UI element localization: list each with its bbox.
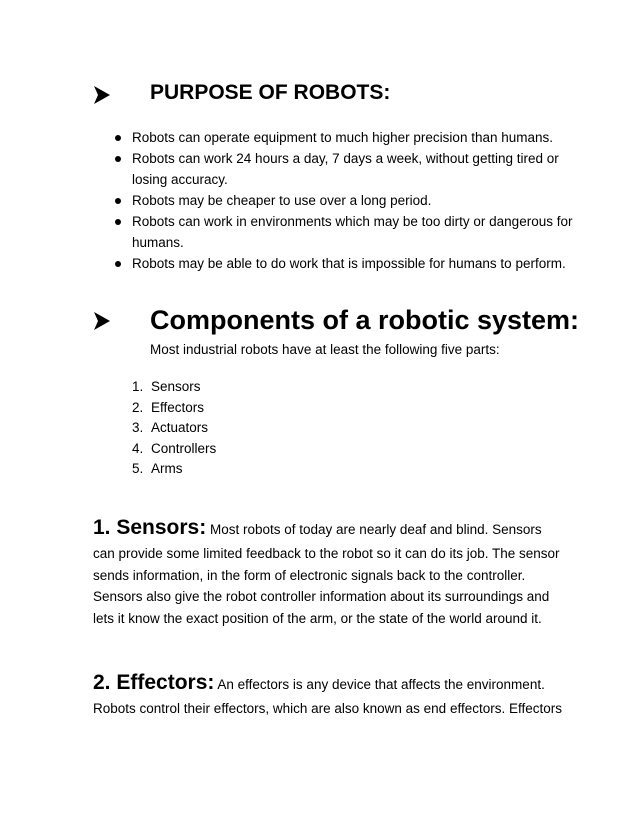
bullet-dot-icon	[115, 198, 121, 204]
bullet-dot-icon	[115, 156, 121, 162]
bullet-item	[0, 190, 638, 211]
list-item	[0, 418, 638, 439]
effectors-lead-text: An effectors is any device that affects the environment.	[217, 677, 545, 692]
bullet-dot-icon	[115, 261, 121, 267]
bullet-text: Robots can work 24 hours a day, 7 days a week, without getting tired or losing accuracy.	[132, 151, 559, 187]
sensors-body-text: can provide some limited feedback to the robot so it can do its job. The sensor sends information, in the form of electronic signals back to the controller. Sensors also give the robot controller information about its surroundings and lets it know the exact position of the arm, or the state of the world around it.	[93, 546, 560, 626]
list-number: 1.	[132, 379, 144, 394]
bullet-text: Robots may be able to do work that is impossible for humans to perform.	[132, 256, 566, 271]
purpose-heading: PURPOSE OF ROBOTS:	[150, 81, 391, 104]
components-heading-row	[0, 301, 638, 341]
list-number: 5.	[132, 461, 144, 476]
arrow-bullet-icon	[93, 311, 111, 331]
sensors-lead-text: Most robots of today are nearly deaf and blind. Sensors	[209, 522, 542, 537]
bullet-item	[0, 127, 638, 148]
list-label: Effectors	[151, 399, 205, 415]
purpose-bullet-list	[0, 127, 638, 274]
bullet-item	[0, 253, 638, 274]
effectors-section	[93, 668, 573, 720]
effectors-heading: 2. Effectors:	[93, 671, 215, 694]
bullet-text: Robots can work in environments which may be too dirty or dangerous for humans.	[132, 214, 573, 250]
bullet-text: Robots can operate equipment to much higher precision than humans.	[132, 130, 554, 145]
list-number: 4.	[132, 440, 144, 456]
bullet-dot-icon	[115, 219, 121, 225]
sensors-heading: 1. Sensors:	[93, 516, 207, 539]
list-number: 3.	[132, 420, 144, 435]
components-heading: Components of a robotic system:	[150, 305, 580, 335]
bullet-text: Robots may be cheaper to use over a long period.	[132, 193, 432, 208]
list-label: Actuators	[151, 420, 209, 435]
components-numbered-list	[0, 377, 638, 480]
bullet-item	[0, 148, 638, 190]
list-item	[0, 439, 638, 460]
list-label: Controllers	[151, 440, 217, 456]
bullet-item	[0, 211, 638, 253]
list-item	[0, 459, 638, 480]
list-item	[0, 377, 638, 398]
components-intro: Most industrial robots have at least the following five parts:	[150, 342, 500, 357]
purpose-heading-row	[0, 78, 638, 110]
list-label: Sensors	[151, 379, 201, 394]
arrow-bullet-icon	[93, 85, 111, 105]
list-number: 2.	[132, 399, 144, 415]
list-label: Arms	[151, 461, 183, 476]
effectors-body-text: Robots control their effectors, which are also known as end effectors. Effectors	[93, 701, 562, 716]
sensors-section	[93, 513, 573, 629]
list-item	[0, 398, 638, 419]
bullet-dot-icon	[115, 135, 121, 141]
